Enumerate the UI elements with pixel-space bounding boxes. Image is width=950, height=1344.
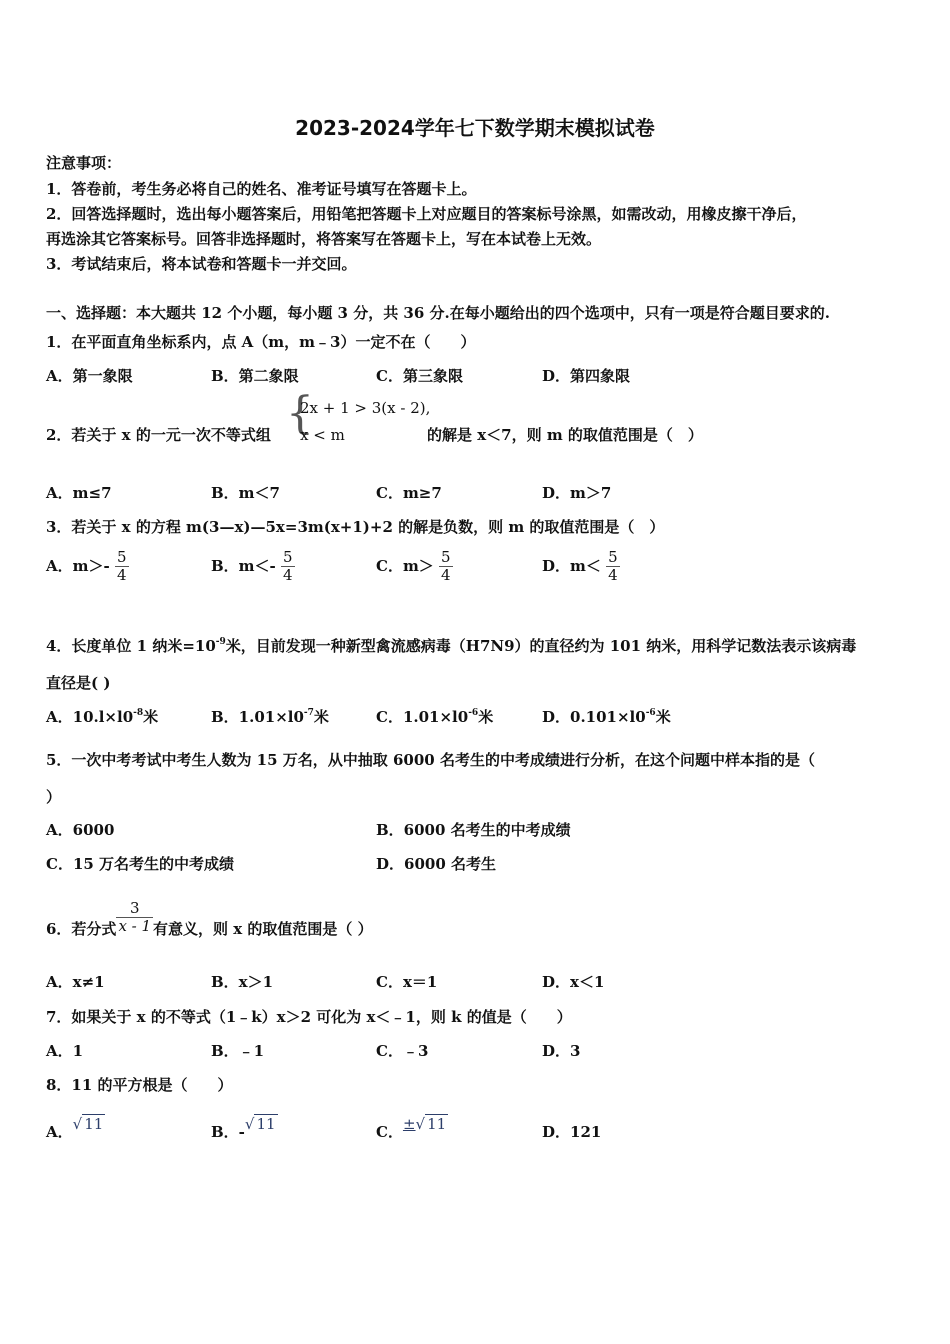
frac-num: 5 — [441, 548, 451, 566]
q4-d-pre: D．0.101×l0 — [542, 708, 646, 726]
q4-option-a — [46, 706, 158, 727]
question-1-stem: 1．在平面直角坐标系内，点 A（m，m﹣3）一定不在（ ） — [46, 333, 476, 351]
radicand: 11 — [256, 1115, 276, 1133]
notice-heading: 注意事项： — [46, 154, 122, 172]
sqrt: √ 11 — [244, 1115, 276, 1133]
q7-option-a: A．1 — [46, 1042, 84, 1060]
q4-option-b — [211, 706, 329, 727]
notice-item: 2．回答选择题时，选出每小题答案后，用铅笔把答题卡上对应题目的答案标号涂黑，如需改动，用橡皮擦干净后， — [46, 205, 807, 223]
question-4-stem — [46, 635, 856, 656]
q3-d-label: D．m＜ — [542, 556, 601, 575]
frac-num: 3 — [129, 899, 140, 917]
radicand: 11 — [427, 1115, 447, 1133]
q7-option-d: D．3 — [542, 1042, 581, 1060]
frac-den: x - 1 — [118, 917, 152, 936]
q5-option-c: C．15 万名考生的中考成绩 — [46, 855, 235, 873]
q3-option-a — [46, 549, 129, 585]
question-7-stem: 7．如果关于 x 的不等式（1﹣k）x＞2 可化为 x＜﹣1，则 k 的值是（ ） — [46, 1008, 572, 1026]
q4-a-exp: -8 — [133, 708, 144, 718]
inequality-1: 2x + 1 > 3(x - 2), — [300, 399, 431, 417]
q1-option-a: A．第一象限 — [46, 367, 133, 385]
q6-option-d: D．x＜1 — [542, 973, 605, 991]
q7-option-b: B．﹣1 — [211, 1042, 265, 1060]
q1-option-d: D．第四象限 — [542, 367, 631, 385]
frac-num: 5 — [283, 548, 293, 566]
fraction — [439, 549, 453, 585]
q3-b-label: B．m＜- — [211, 556, 276, 575]
frac-den: 4 — [283, 566, 293, 585]
question-2-stem: 2．若关于 x 的一元一次不等式组 — [46, 426, 271, 444]
q7-option-c: C．﹣3 — [376, 1042, 429, 1060]
q4-a-post: 米 — [143, 708, 159, 726]
fraction — [116, 900, 153, 936]
q4-c-pre: C．1.01×l0 — [376, 708, 469, 726]
q4-exponent: -9 — [215, 637, 226, 647]
question-8-stem: 8．11 的平方根是（ ） — [46, 1076, 233, 1094]
q4-option-d — [542, 706, 671, 727]
sqrt: ±√ 11 — [402, 1115, 447, 1133]
q8-option-d: D．121 — [542, 1123, 602, 1141]
notice-item: 3．考试结束后，将本试卷和答题卡一并交回。 — [46, 255, 357, 273]
q8-option-b — [211, 1115, 278, 1142]
radicand: 11 — [84, 1115, 104, 1133]
frac-den: 4 — [441, 566, 451, 585]
q3-c-label: C．m＞ — [376, 556, 434, 575]
q6-option-c: C．x＝1 — [376, 973, 438, 991]
q3-option-c — [376, 549, 453, 585]
q3-option-b — [211, 549, 295, 585]
plus-minus: ± — [402, 1115, 416, 1133]
notice-item: 1．答卷前，考生务必将自己的姓名、准考证号填写在答题卡上。 — [46, 180, 477, 198]
q4-option-c — [376, 706, 493, 727]
q3-option-d — [542, 549, 620, 585]
question-4-stem-2: 直径是( ) — [46, 674, 111, 692]
question-3-stem: 3．若关于 x 的方程 m(3—x)—5x=3m(x+1)+2 的解是负数，则 m 的取值范围是（ ） — [46, 518, 665, 536]
q2-option-b: B．m＜7 — [211, 484, 280, 502]
q2-option-c: C．m≥7 — [376, 484, 442, 502]
q8-a-label: A． — [46, 1123, 73, 1141]
question-2-stem-tail: 的解是 x＜7，则 m 的取值范围是（ ） — [427, 426, 703, 444]
q4-d-exp: -6 — [645, 708, 656, 718]
q1-option-c: C．第三象限 — [376, 367, 463, 385]
fraction — [115, 549, 129, 585]
q6-stem-pre: 6．若分式 — [46, 919, 117, 938]
q2-option-a: A．m≤7 — [46, 484, 112, 502]
fraction — [281, 549, 295, 585]
fraction — [606, 549, 620, 585]
q3-a-label: A．m＞- — [46, 556, 110, 575]
q4-stem-post: 米，目前发现一种新型禽流感病毒（H7N9）的直径约为 101 纳米，用科学记数法表示该病毒 — [225, 637, 857, 655]
q5-option-d: D．6000 名考生 — [376, 855, 496, 873]
q8-option-c — [376, 1115, 448, 1142]
q5-option-b: B．6000 名考生的中考成绩 — [376, 821, 571, 839]
section-heading: 一、选择题：本大题共 12 个小题，每小题 3 分，共 36 分.在每小题给出的四个选项中，只有一项是符合题目要求的. — [46, 304, 830, 322]
inequality-2: x < m — [300, 426, 345, 444]
q2-option-d: D．m＞7 — [542, 484, 612, 502]
q8-c-label: C． — [376, 1123, 403, 1141]
system-brace: { — [286, 388, 314, 439]
q6-option-a: A．x≠1 — [46, 973, 105, 991]
frac-den: 4 — [116, 566, 127, 585]
q8-b-label: B．- — [211, 1123, 245, 1141]
frac-num: 5 — [608, 548, 618, 566]
q4-a-pre: A．10.l×l0 — [46, 708, 134, 726]
q4-b-exp: -7 — [303, 708, 314, 718]
q4-d-post: 米 — [655, 708, 671, 726]
sqrt: √ 11 — [72, 1115, 104, 1133]
q1-option-b: B．第二象限 — [211, 367, 299, 385]
question-5-stem: 5．一次中考考试中考生人数为 15 万名，从中抽取 6000 名考生的中考成绩进行分析，在这个问题中样本指的是（ — [46, 751, 815, 769]
q4-b-post: 米 — [313, 708, 329, 726]
q5-option-a: A．6000 — [46, 821, 115, 839]
frac-num: 5 — [116, 548, 127, 566]
page-title: 2023-2024学年七下数学期末模拟试卷 — [295, 116, 655, 140]
q4-c-exp: -6 — [468, 708, 479, 718]
q6-stem-post: 有意义，则 x 的取值范围是（ ） — [153, 919, 373, 938]
q4-b-pre: B．1.01×l0 — [211, 708, 304, 726]
q4-c-post: 米 — [478, 708, 494, 726]
q8-option-a — [46, 1115, 105, 1142]
q6-option-b: B．x＞1 — [211, 973, 274, 991]
question-5-stem-2: ） — [46, 788, 62, 806]
frac-den: 4 — [608, 566, 618, 585]
question-6-stem — [46, 899, 373, 948]
notice-item: 再选涂其它答案标号。回答非选择题时，将答案写在答题卡上，写在本试卷上无效。 — [46, 230, 602, 248]
q4-stem-pre: 4．长度单位 1 纳米=10 — [46, 637, 216, 655]
